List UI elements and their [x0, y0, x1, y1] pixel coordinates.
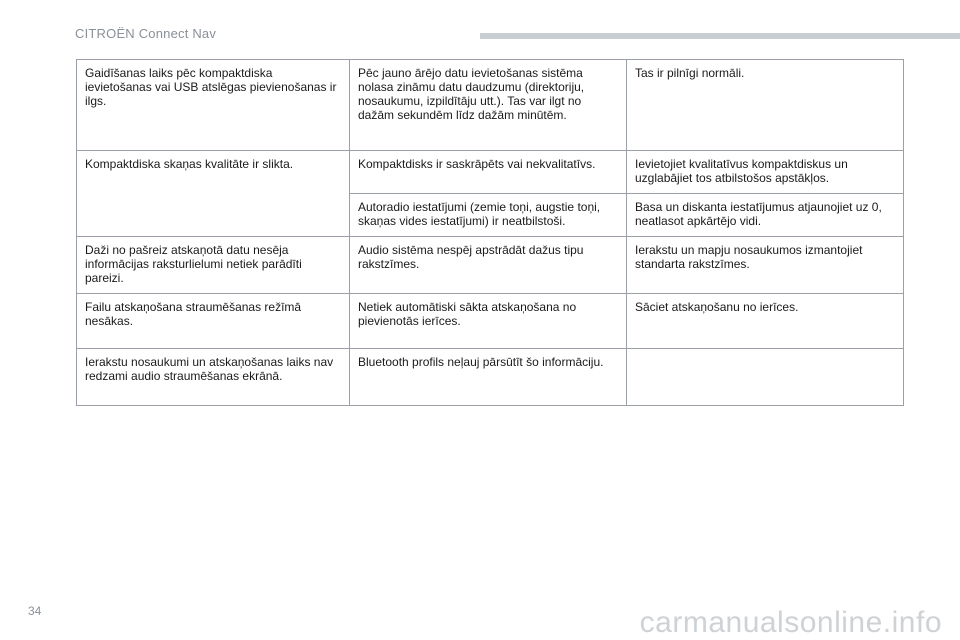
problem-cell: Kompaktdiska skaņas kvalitāte ir slikta.	[77, 151, 350, 237]
table-row	[77, 60, 904, 151]
cause-cell: Kompaktdisks ir saskrāpēts vai nekvalitatīvs.	[350, 151, 627, 194]
table-row	[77, 294, 904, 349]
problem-cell: Gaidīšanas laiks pēc kompaktdiska ievietošanas vai USB atslēgas pievienošanas ir ilgs.	[77, 60, 350, 151]
cause-cell: Bluetooth profils neļauj pārsūtīt šo informāciju.	[350, 349, 627, 406]
cause-cell: Autoradio iestatījumi (zemie toņi, augstie toņi, skaņas vides iestatījumi) ir neatbilstoši.	[350, 194, 627, 237]
solution-cell: Ievietojiet kvalitatīvus kompaktdiskus un uzglabājiet tos atbilstošos apstākļos.	[627, 151, 904, 194]
solution-cell: Tas ir pilnīgi normāli.	[627, 60, 904, 151]
troubleshooting-table	[76, 59, 904, 406]
watermark: carmanualsonline.info	[639, 606, 942, 639]
solution-cell: Basa un diskanta iestatījumus atjaunojiet uz 0, neatlasot apkārtējo vidi.	[627, 194, 904, 237]
problem-cell: Failu atskaņošana straumēšanas režīmā nesākas.	[77, 294, 350, 349]
problem-cell: Ierakstu nosaukumi un atskaņošanas laiks nav redzami audio straumēšanas ekrānā.	[77, 349, 350, 406]
table-row	[77, 237, 904, 294]
table-row	[77, 349, 904, 406]
page-number: 34	[28, 604, 42, 618]
header-bar	[480, 33, 960, 39]
problem-cell: Daži no pašreiz atskaņotā datu nesēja informācijas raksturlielumi netiek parādīti pareizi.	[77, 237, 350, 294]
table-row	[77, 151, 904, 194]
cause-cell: Audio sistēma nespēj apstrādāt dažus tipu rakstzīmes.	[350, 237, 627, 294]
solution-cell: Ierakstu un mapju nosaukumos izmantojiet standarta rakstzīmes.	[627, 237, 904, 294]
cause-cell: Netiek automātiski sākta atskaņošana no pievienotās ierīces.	[350, 294, 627, 349]
solution-cell	[627, 349, 904, 406]
cause-cell: Pēc jauno ārējo datu ievietošanas sistēma nolasa zināmu datu daudzumu (direktoriju, nosaukumu, izpildītāju utt.). Tas var ilgt no dažām sekundēm līdz dažām minūtēm.	[350, 60, 627, 151]
solution-cell: Sāciet atskaņošanu no ierīces.	[627, 294, 904, 349]
manual-title: CITROËN Connect Nav	[75, 26, 217, 41]
